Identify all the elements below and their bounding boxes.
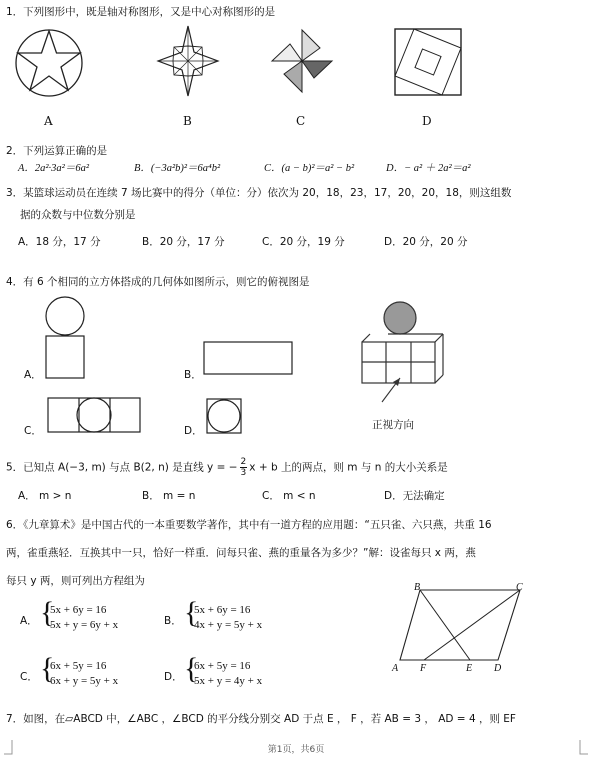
q4-solid-figure — [358, 298, 458, 408]
q6-d-eq1: 6x + 5y = 16 — [194, 660, 251, 672]
q7-parallelogram-figure — [398, 582, 558, 672]
q6-label-d: D． — [164, 671, 183, 683]
q5-stem-a: 5．已知点 A(−3, m) 与点 B(2, n) 是直线 y = − — [6, 461, 238, 474]
q6-brace-a: { — [40, 596, 55, 629]
q5-option-d: D．无法确定 — [384, 490, 445, 502]
q1-label-d: D — [422, 114, 432, 128]
q6-brace-c: { — [40, 652, 55, 685]
q5-option-a: A． m > n — [18, 490, 72, 502]
q6-line1: 6．《九章算术》是中国古代的一本重要数学著作，其中有一道方程的应用题：“五只雀、六只燕，共重 16 — [6, 519, 492, 531]
q4-option-d-figure — [204, 396, 244, 438]
q6-system-d — [194, 659, 262, 689]
q1-label-a: A — [44, 114, 53, 128]
q1-figure-a-star-in-circle — [14, 28, 84, 98]
q4-option-b-figure — [200, 338, 296, 378]
q6-system-a — [50, 603, 118, 633]
q4-caption: 正视方向 — [372, 419, 414, 431]
q1-label-b: B — [183, 114, 192, 128]
q5-frac-den: 3 — [240, 468, 247, 478]
q6-label-b: B． — [164, 615, 182, 627]
q6-brace-b: { — [184, 596, 199, 629]
q5-option-c: C． m < n — [262, 490, 316, 502]
q3-stem-line2: 据的众数与中位数分别是 — [20, 209, 136, 221]
q2-stem: 2．下列运算正确的是 — [6, 145, 108, 157]
page-footer: 第1页，共6页 — [267, 745, 325, 755]
q3-option-a: A．18 分，17 分 — [18, 236, 101, 248]
q2-option-b: B．(−3a²b)²＝6a⁴b² — [134, 163, 221, 174]
q6-a-eq2: 5x + y = 6y + x — [50, 619, 119, 631]
q4-option-a-figure — [40, 296, 110, 386]
q7-point-e: E — [466, 663, 473, 674]
q5-stem-b: x + b 上的两点，则 m 与 n 的大小关系是 — [249, 461, 448, 474]
q3-option-c: C．20 分，19 分 — [262, 236, 345, 248]
q7-point-b: B — [414, 582, 421, 593]
q7-stem: 7．如图，在▱ABCD 中，∠ABC ，∠BCD 的平分线分别交 AD 于点 E ， F ，若 AB = 3 ， AD = 4 ，则 EF — [6, 713, 516, 725]
q6-line3: 每只 y 两，则可列出方程组为 — [6, 575, 145, 587]
q6-label-a: A． — [20, 615, 38, 627]
q4-label-c: C． — [24, 425, 42, 437]
q6-system-b — [194, 603, 262, 633]
q6-label-c: C． — [20, 671, 38, 683]
q6-b-eq1: 5x + 6y = 16 — [194, 604, 251, 616]
q6-d-eq2: 5x + y = 4y + x — [194, 675, 263, 687]
q5-fraction — [240, 457, 248, 478]
q6-b-eq2: 4x + y = 5y + x — [194, 619, 263, 631]
q6-a-eq1: 5x + 6y = 16 — [50, 604, 107, 616]
q4-label-b: B． — [184, 369, 202, 381]
q1-figure-c-pinwheel — [270, 28, 334, 94]
q4-label-a: A． — [24, 369, 42, 381]
q5-option-b: B． m = n — [142, 490, 196, 502]
q2-option-d: D．− a² ＋ 2a²＝a² — [386, 163, 471, 174]
q1-figure-b-compass-star — [158, 26, 218, 96]
q5-stem — [6, 457, 448, 478]
q3-option-d: D．20 分，20 分 — [384, 236, 468, 248]
q7-point-a: A — [392, 663, 399, 674]
q4-option-c-figure — [44, 394, 144, 438]
q2-option-a: A．2a²·3a²＝6a² — [18, 163, 89, 174]
q3-stem-line1: 3．某篮球运动员在连续 7 场比赛中的得分（单位：分）依次为 20，18，23，17，20，20，18，则这组数 — [6, 187, 512, 199]
q6-line2: 两，雀重燕轻．互换其中一只，恰好一样重．问每只雀、燕的重量各为多少？”解：设雀每只 x 两，燕 — [6, 547, 476, 559]
q2-option-c: C．(a − b)²＝a² − b² — [264, 163, 355, 174]
q4-stem: 4．有 6 个相同的立方体搭成的几何体如图所示，则它的俯视图是 — [6, 276, 310, 288]
q6-system-c — [50, 659, 118, 689]
q1-figure-d-square-in-square — [394, 28, 462, 96]
q1-label-c: C — [296, 114, 306, 128]
q7-point-f: F — [420, 663, 427, 674]
q6-c-eq2: 6x + y = 5y + x — [50, 675, 119, 687]
q6-brace-d: { — [184, 652, 199, 685]
q5-frac-num: 2 — [240, 457, 247, 467]
q1-stem: 1．下列图形中，既是轴对称图形，又是中心对称图形的是 — [6, 6, 276, 18]
q3-option-b: B．20 分，17 分 — [142, 236, 225, 248]
q7-point-d: D — [494, 663, 502, 674]
q6-c-eq1: 6x + 5y = 16 — [50, 660, 107, 672]
q7-point-c: C — [516, 582, 523, 593]
q4-label-d: D． — [184, 425, 203, 437]
